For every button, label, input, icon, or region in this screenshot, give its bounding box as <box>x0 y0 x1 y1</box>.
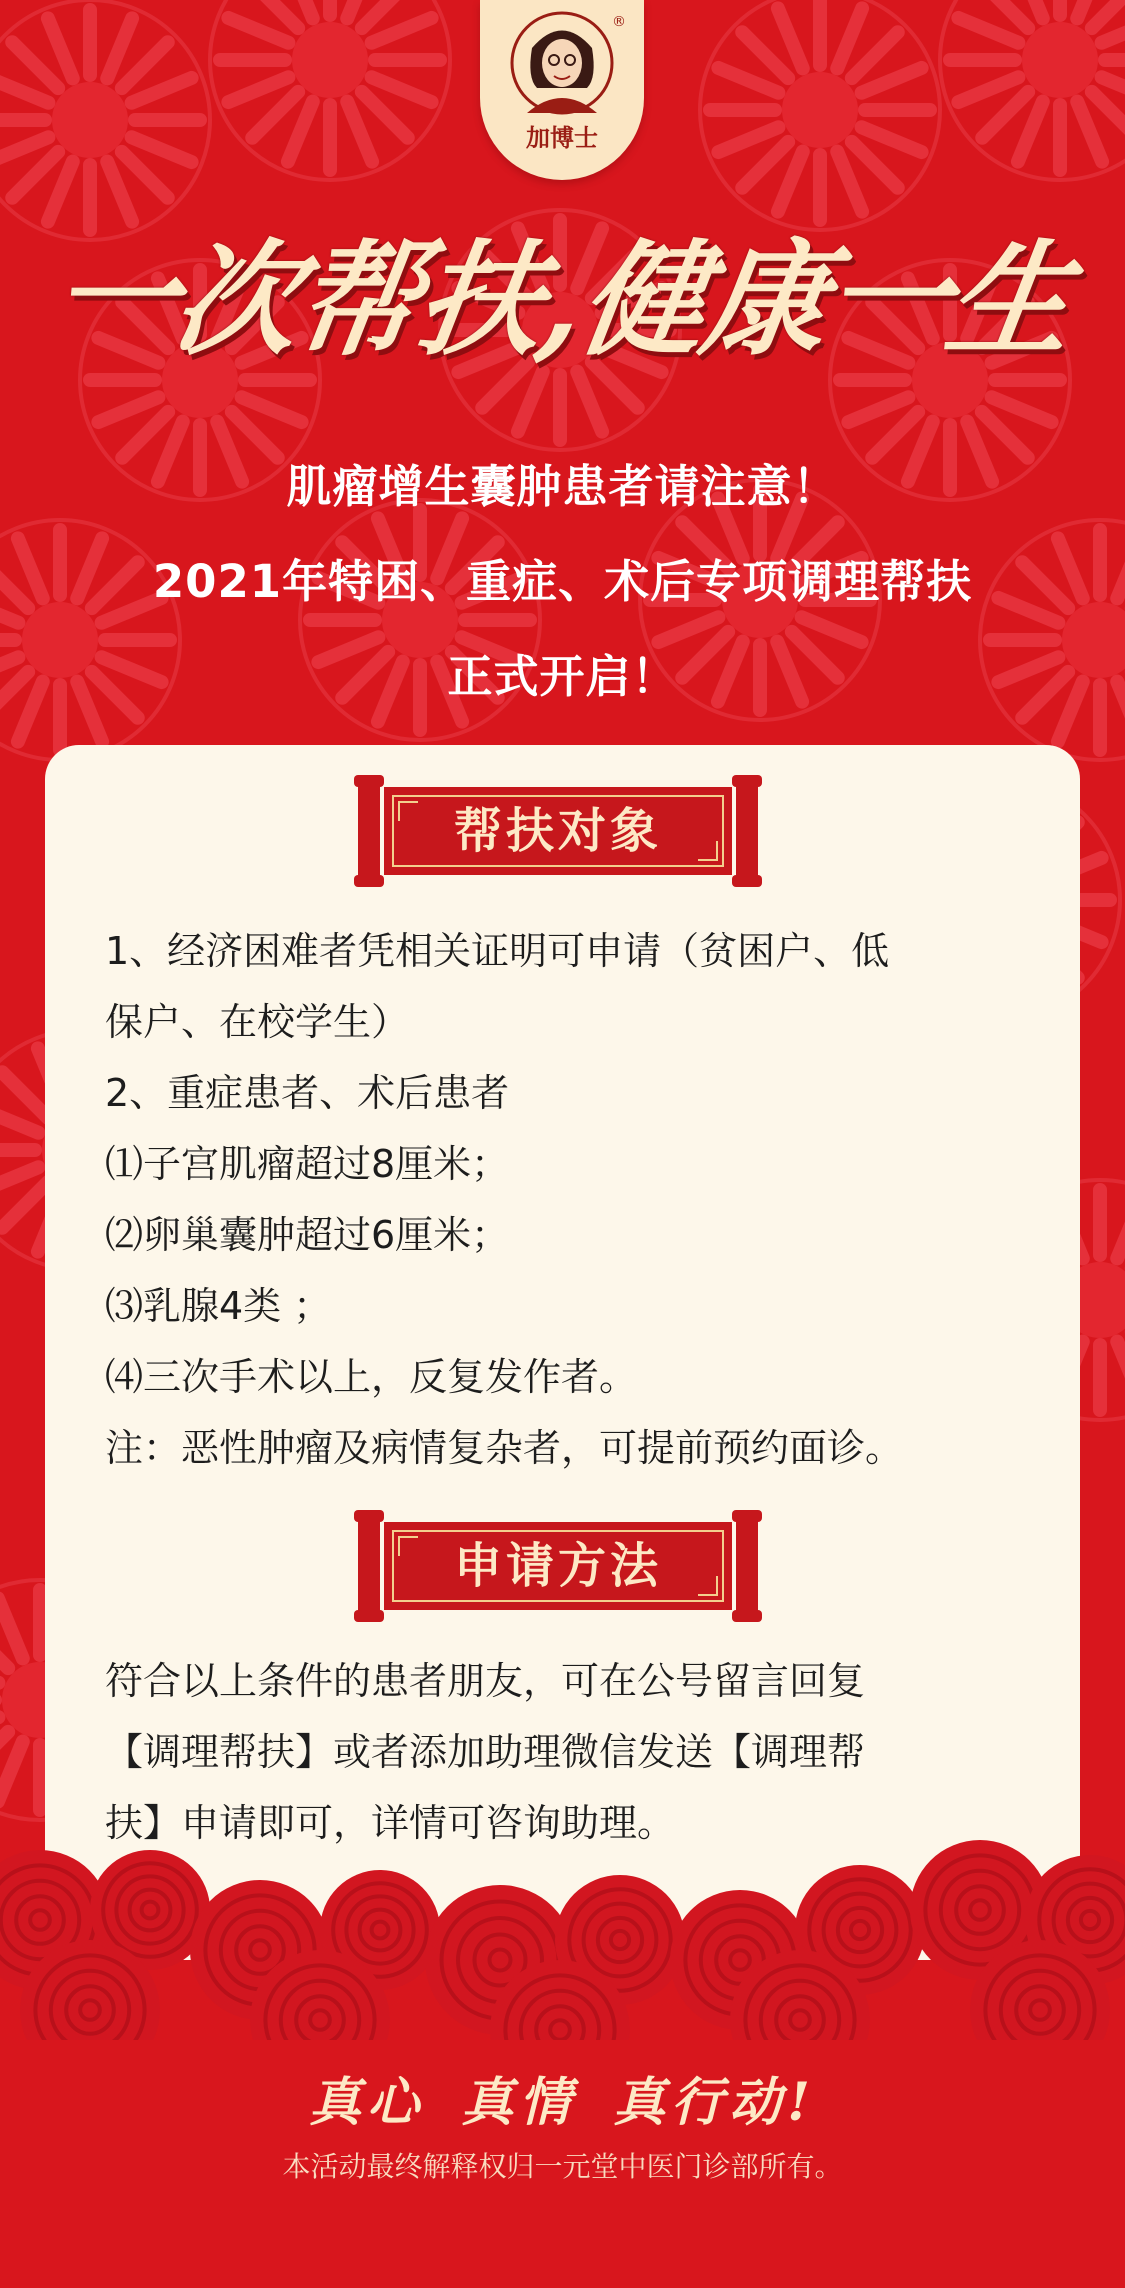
target-note: 注：恶性肿瘤及病情复杂者，可提前预约面诊。 <box>105 1426 904 1470</box>
target-line-1: 1、经济困难者凭相关证明可申请（贫困户、低 <box>105 929 890 973</box>
notice-line-3: 正式开启！ <box>447 650 678 703</box>
scroll-rod-right <box>736 777 758 885</box>
target-line-4: ⑴子宫肌瘤超过8厘米； <box>105 1142 510 1186</box>
scroll-rod-right <box>736 1512 758 1620</box>
doctor-portrait-icon <box>502 8 622 118</box>
brand-logo <box>480 0 644 180</box>
method-line-3: 扶】申请即可，详情可咨询助理。 <box>105 1801 676 1845</box>
target-line-2: 保户、在校学生） <box>105 1000 410 1044</box>
method-line-1: 符合以上条件的患者朋友，可在公号留言回复 <box>105 1659 866 1703</box>
method-line-2: 【调理帮扶】或者添加助理微信发送【调理帮 <box>105 1730 866 1774</box>
target-line-7: ⑷三次手术以上，反复发作者。 <box>105 1355 638 1399</box>
scroll-body <box>384 787 732 875</box>
section-title-targets: 帮扶对象 <box>453 803 662 859</box>
notice-line-1: 肌瘤增生囊肿患者请注意！ <box>286 460 839 513</box>
notice-line-2: 2021年特困、重症、术后专项调理帮扶 <box>152 555 973 608</box>
registered-mark: ® <box>612 14 626 30</box>
target-line-6: ⑶乳腺4类 ； <box>105 1284 332 1328</box>
headline <box>30 195 1095 385</box>
footer-disclaimer: 本活动最终解释权归一元堂中医门诊部所有。 <box>282 2150 843 2183</box>
target-line-5: ⑵卵巢囊肿超过6厘米； <box>105 1213 510 1257</box>
footer-slogan: 真心 真情 真行动! <box>308 2072 817 2133</box>
scroll-body <box>384 1522 732 1610</box>
headline-text: 一次帮扶,健康一生 <box>42 228 1080 373</box>
scroll-rod-left <box>358 1512 380 1620</box>
flower-motif <box>210 0 450 180</box>
section-title-method: 申请方法 <box>453 1538 662 1594</box>
scroll-rod-left <box>358 777 380 885</box>
content-card <box>45 745 1080 1965</box>
target-line-3: 2、重症患者、术后患者 <box>105 1071 510 1115</box>
flower-motif <box>940 0 1125 180</box>
section-banner-targets <box>358 777 758 885</box>
logo-text: 加博士 <box>526 123 598 152</box>
section-banner-method <box>358 1512 758 1620</box>
